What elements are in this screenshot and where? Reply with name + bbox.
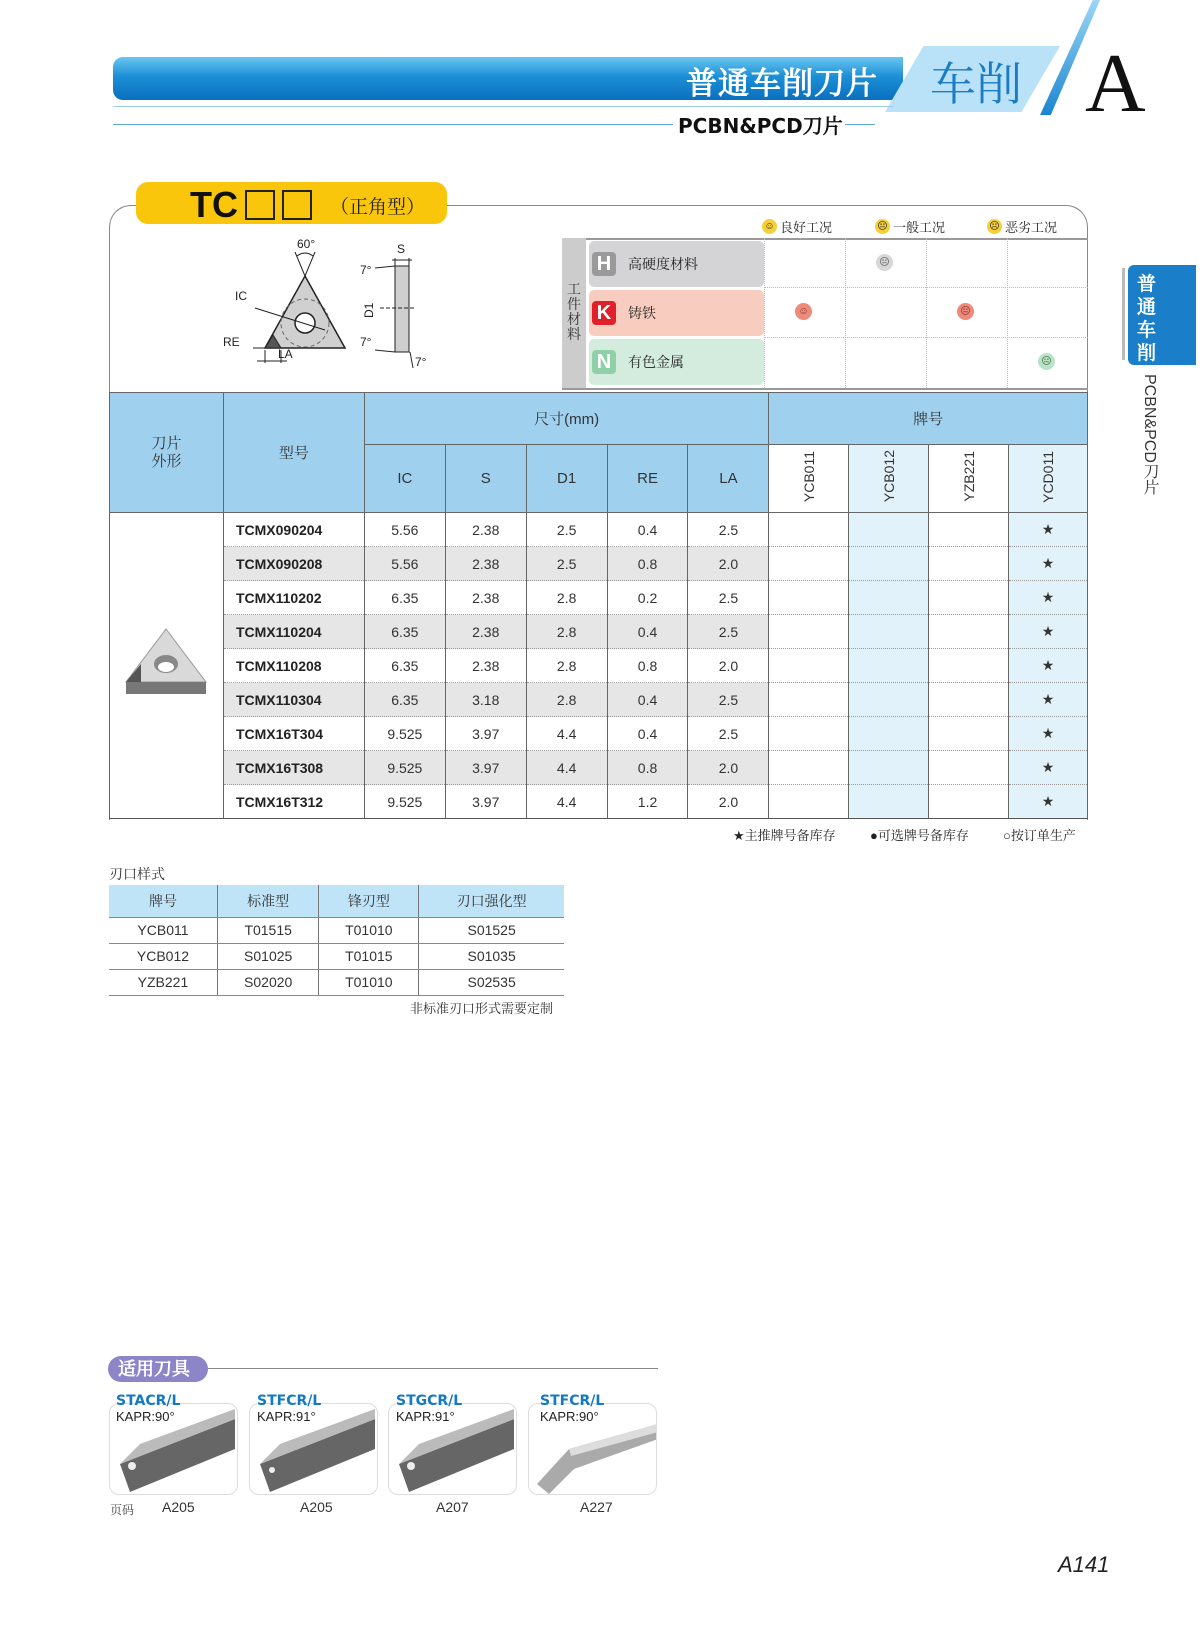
table-cell: 0.4: [607, 683, 688, 717]
table-cell: 2.5: [688, 683, 769, 717]
page-number: A141: [1058, 1552, 1110, 1577]
table-cell: S02535: [419, 969, 564, 995]
tool-name[interactable]: STFCR/L: [257, 1393, 322, 1409]
material-condition-cells: [764, 238, 1088, 388]
table-cell: 9.525: [364, 717, 445, 751]
table-cell: TCMX090204: [223, 513, 364, 547]
header-divider: [113, 106, 893, 107]
table-cell: [769, 751, 849, 785]
table-cell: S02020: [217, 969, 318, 995]
tools-divider: [208, 1368, 658, 1369]
table-cell: 6.35: [364, 649, 445, 683]
table-cell: [769, 547, 849, 581]
table-cell: [929, 717, 1009, 751]
star-icon: ★: [1009, 683, 1088, 717]
header-grade-yzb221: YZB221: [929, 445, 1009, 513]
table-cell: [769, 717, 849, 751]
table-cell: TCMX110304: [223, 683, 364, 717]
table-cell: T01010: [319, 969, 419, 995]
table-cell: 2.8: [526, 615, 607, 649]
star-icon: ★: [1009, 547, 1088, 581]
star-icon: ★: [1009, 785, 1088, 819]
spec-table: [109, 392, 1088, 819]
product-code: [190, 184, 312, 226]
table-cell: 2.8: [526, 683, 607, 717]
table-cell: 2.38: [445, 649, 526, 683]
header-shape: 刀片外形: [110, 393, 224, 513]
table-cell: 6.35: [364, 683, 445, 717]
tool-page-ref[interactable]: A207: [436, 1499, 469, 1515]
material-n-icon: N: [592, 350, 616, 374]
star-icon: ★: [1009, 717, 1088, 751]
table-cell: TCMX16T304: [223, 717, 364, 751]
table-cell: YCB011: [109, 917, 217, 943]
placeholder-box: [245, 190, 275, 220]
table-cell: 2.8: [526, 649, 607, 683]
smile-face-icon: ☺: [795, 303, 812, 320]
table-cell: 3.97: [445, 751, 526, 785]
tool-kapr: KAPR:91°: [396, 1409, 455, 1424]
table-cell: T01010: [319, 917, 419, 943]
header-grade-ycb011: YCB011: [769, 445, 849, 513]
header-grades: 牌号: [769, 393, 1088, 445]
neutral-face-icon: 😐: [1038, 353, 1055, 370]
table-cell: 2.5: [526, 547, 607, 581]
s-label: S: [397, 242, 406, 256]
page-subtitle: PCBN&PCD刀片: [678, 114, 843, 138]
tool-kapr: KAPR:90°: [540, 1409, 599, 1424]
table-cell: [849, 615, 929, 649]
side-tab-label: 普通车削: [1137, 274, 1157, 364]
header-model: 型号: [223, 393, 364, 513]
table-cell: [769, 581, 849, 615]
table-cell: 4.4: [526, 717, 607, 751]
table-cell: 0.4: [607, 513, 688, 547]
tool-name[interactable]: STACR/L: [116, 1393, 181, 1409]
tool-page-ref[interactable]: A227: [580, 1499, 613, 1515]
table-row: [110, 683, 1088, 717]
angle-clearance-label: 7°: [415, 355, 427, 369]
table-cell: 5.56: [364, 547, 445, 581]
legend-normal: [875, 217, 945, 236]
table-row: [110, 615, 1088, 649]
table-cell: YZB221: [109, 969, 217, 995]
header-grade-ycd011: YCD011: [1009, 445, 1088, 513]
table-cell: 9.525: [364, 751, 445, 785]
smile-face-icon: ☺: [762, 219, 777, 234]
table-cell: 2.5: [688, 513, 769, 547]
table-cell: [849, 581, 929, 615]
table-row: [110, 513, 1088, 547]
table-cell: 0.4: [607, 717, 688, 751]
material-row-k: [589, 290, 764, 336]
table-cell: [929, 649, 1009, 683]
product-shape-desc: （正角型）: [330, 197, 426, 218]
table-cell: [929, 683, 1009, 717]
table-cell: [849, 547, 929, 581]
edge-style-note: 非标准刃口形式需要定制: [410, 1001, 554, 1016]
legend-circle-note: ○按订单生产: [1003, 828, 1076, 843]
edge-style-table: [109, 885, 564, 996]
insert-shape-image: [110, 513, 224, 819]
re-label: RE: [223, 335, 240, 349]
table-cell: [849, 513, 929, 547]
edge-header-grade: 牌号: [109, 885, 217, 917]
table-cell: YCB012: [109, 943, 217, 969]
header-re: RE: [607, 445, 688, 513]
side-tab-bar: [1122, 268, 1125, 360]
table-row: [110, 717, 1088, 751]
table-cell: 2.0: [688, 649, 769, 683]
star-icon: ★: [1009, 581, 1088, 615]
table-cell: 2.38: [445, 615, 526, 649]
table-cell: TCMX110208: [223, 649, 364, 683]
tools-section-title: 适用刀具: [108, 1356, 208, 1382]
table-cell: 3.18: [445, 683, 526, 717]
neutral-face-icon: 😐: [875, 219, 890, 234]
page-title: 普通车削刀片: [686, 66, 878, 102]
table-cell: 4.4: [526, 785, 607, 819]
table-cell: [929, 615, 1009, 649]
table-row: [109, 917, 564, 943]
table-row: [110, 581, 1088, 615]
header-divider: [113, 124, 673, 125]
header-divider: [845, 124, 875, 125]
table-cell: 2.0: [688, 785, 769, 819]
product-code-prefix: TC: [190, 184, 238, 225]
table-cell: TCMX110204: [223, 615, 364, 649]
table-cell: 2.5: [688, 615, 769, 649]
material-k-icon: K: [592, 301, 616, 325]
table-cell: 1.2: [607, 785, 688, 819]
page-ref-label: 页码: [110, 1503, 135, 1517]
header-la: LA: [688, 445, 769, 513]
material-h-icon: H: [592, 252, 616, 276]
table-cell: [769, 615, 849, 649]
section-letter: A: [1085, 37, 1146, 130]
legend-good-label: 良好工况: [780, 220, 833, 235]
legend-poor: [987, 217, 1057, 236]
legend-poor-label: 恶劣工况: [1005, 220, 1058, 235]
table-cell: 2.5: [526, 513, 607, 547]
table-cell: 6.35: [364, 615, 445, 649]
material-k-label: 铸铁: [628, 305, 656, 321]
star-icon: ★: [1009, 615, 1088, 649]
table-cell: S01035: [419, 943, 564, 969]
table-cell: TCMX16T312: [223, 785, 364, 819]
edge-header-standard: 标准型: [217, 885, 318, 917]
table-cell: 5.56: [364, 513, 445, 547]
ic-label: IC: [235, 289, 247, 303]
material-row-n: [589, 339, 764, 385]
table-cell: 2.38: [445, 513, 526, 547]
table-row: [109, 969, 564, 995]
legend-dot-note: ●可选牌号备库存: [870, 828, 969, 843]
table-cell: [849, 649, 929, 683]
table-cell: 0.4: [607, 615, 688, 649]
header-grade-ycb012: YCB012: [849, 445, 929, 513]
tool-name[interactable]: STFCR/L: [540, 1393, 605, 1409]
table-cell: [849, 717, 929, 751]
star-icon: ★: [1009, 649, 1088, 683]
material-grid: [562, 238, 1088, 388]
d1-label: D1: [362, 302, 376, 318]
table-cell: 4.4: [526, 751, 607, 785]
table-cell: [929, 581, 1009, 615]
table-cell: S01525: [419, 917, 564, 943]
edge-style-title: 刃口样式: [109, 866, 165, 882]
material-group-label: 工件材料: [562, 238, 586, 388]
table-row: [109, 943, 564, 969]
table-cell: TCMX16T308: [223, 751, 364, 785]
la-label: LA: [278, 347, 293, 361]
side-tab-sublabel: PCBN&PCD刀片: [1141, 374, 1158, 495]
table-cell: [929, 513, 1009, 547]
header-dimensions: 尺寸(mm): [364, 393, 769, 445]
table-cell: [769, 513, 849, 547]
material-h-label: 高硬度材料: [628, 256, 698, 272]
neutral-face-icon: 😐: [876, 254, 893, 271]
table-cell: 0.2: [607, 581, 688, 615]
sad-face-icon: ☹: [987, 219, 1002, 234]
table-cell: 0.8: [607, 649, 688, 683]
table-cell: 2.8: [526, 581, 607, 615]
material-grid-bottom-border: [562, 388, 1088, 390]
insert-dimension-diagram: [215, 238, 460, 380]
header-s: S: [445, 445, 526, 513]
table-cell: TCMX090208: [223, 547, 364, 581]
edge-header-reinforced: 刃口强化型: [419, 885, 564, 917]
section-tab: 车削: [930, 57, 1022, 111]
table-cell: [849, 785, 929, 819]
table-cell: 2.0: [688, 751, 769, 785]
table-cell: [929, 785, 1009, 819]
table-cell: [769, 785, 849, 819]
header-d1: D1: [526, 445, 607, 513]
table-cell: 2.38: [445, 581, 526, 615]
edge-header-sharp: 锋刃型: [319, 885, 419, 917]
table-cell: [929, 547, 1009, 581]
table-cell: 3.97: [445, 785, 526, 819]
table-cell: [929, 751, 1009, 785]
material-row-h: [589, 241, 764, 287]
table-cell: 0.8: [607, 547, 688, 581]
table-cell: [849, 751, 929, 785]
tool-kapr: KAPR:91°: [257, 1409, 316, 1424]
insert-3d-icon: [121, 624, 211, 704]
neutral-face-icon: 😐: [957, 303, 974, 320]
table-cell: S01025: [217, 943, 318, 969]
material-n-label: 有色金属: [628, 354, 684, 370]
tool-kapr: KAPR:90°: [116, 1409, 175, 1424]
table-cell: 2.5: [688, 581, 769, 615]
legend-star-note: ★主推牌号备库存: [733, 828, 836, 843]
legend-good: [762, 217, 832, 236]
table-row: [110, 751, 1088, 785]
tool-page-ref[interactable]: A205: [300, 1499, 333, 1515]
angle-lower-label: 7°: [360, 335, 372, 349]
table-cell: 6.35: [364, 581, 445, 615]
table-cell: [769, 683, 849, 717]
table-cell: 3.97: [445, 717, 526, 751]
angle-upper-label: 7°: [360, 263, 372, 277]
star-icon: ★: [1009, 751, 1088, 785]
table-cell: 2.5: [688, 717, 769, 751]
header-ic: IC: [364, 445, 445, 513]
table-cell: 2.0: [688, 547, 769, 581]
table-row: [110, 785, 1088, 819]
tool-page-ref[interactable]: A205: [162, 1499, 195, 1515]
table-row: [110, 649, 1088, 683]
table-cell: TCMX110202: [223, 581, 364, 615]
table-cell: [769, 649, 849, 683]
star-icon: ★: [1009, 513, 1088, 547]
placeholder-box: [282, 190, 312, 220]
angle-top-label: 60°: [297, 238, 316, 251]
table-cell: 0.8: [607, 751, 688, 785]
table-cell: [849, 683, 929, 717]
table-row: [110, 547, 1088, 581]
table-cell: T01515: [217, 917, 318, 943]
table-cell: 2.38: [445, 547, 526, 581]
table-cell: 9.525: [364, 785, 445, 819]
tool-name[interactable]: STGCR/L: [396, 1393, 463, 1409]
legend-normal-label: 一般工况: [893, 220, 946, 235]
table-cell: T01015: [319, 943, 419, 969]
